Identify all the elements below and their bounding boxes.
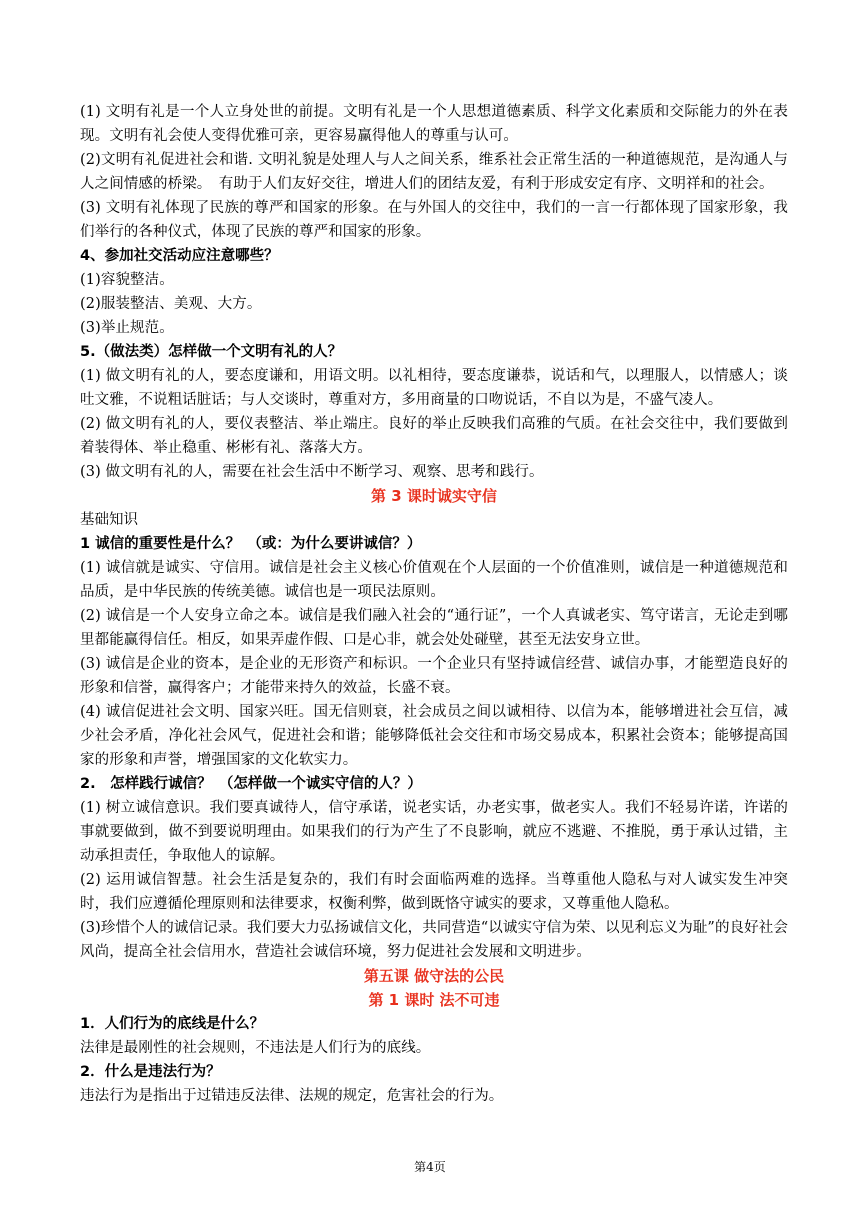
paragraph: (3)举止规范。 bbox=[80, 320, 174, 336]
paragraph: (2)服装整洁、美观、大方。 bbox=[80, 296, 262, 312]
paragraph: (3) 诚信是企业的资本，是企业的无形资产和标识。一个企业只有坚持诚信经营、诚信办事，才能塑造良好的形象和信誉，赢得客户；才能带来持久的效益，长盛不衰。 bbox=[80, 656, 788, 696]
paragraph: (1) 诚信就是诚实、守信用。诚信是社会主义核心价值观在个人层面的一个价值准则，诚信是一种道德规范和品质，是中华民族的传统美德。诚信也是一项民法原则。 bbox=[80, 560, 788, 600]
paragraph: (2) 诚信是一个人安身立命之本。诚信是我们融入社会的“通行证”，一个人真诚老实、笃守诺言，无论走到哪里都能赢得信任。相反，如果弄虚作假、口是心非，就会处处碰壁，甚至无法安身立世。 bbox=[80, 608, 788, 648]
section-title: 第 3 课时诚实守信 bbox=[371, 487, 497, 505]
paragraph: (4) 诚信促进社会文明、国家兴旺。国无信则衰，社会成员之间以诚相待、以信为本，能够增进社会互信，减少社会矛盾，净化社会风气，促进社会和谐；能够降低社会交往和市场交易成本，积累社会资本；能够提高国家的形象和声誉，增强国家的文化软实力。 bbox=[80, 704, 788, 768]
paragraph: (3) 做文明有礼的人，需要在社会生活中不断学习、观察、思考和践行。 bbox=[80, 464, 544, 480]
question-heading: 1．人们行为的底线是什么？ bbox=[80, 1016, 265, 1032]
subsection-label: 基础知识 bbox=[80, 512, 138, 528]
section-title: 第 1 课时 法不可违 bbox=[368, 991, 500, 1009]
lesson-title: 第五课 做守法的公民 bbox=[363, 967, 505, 985]
document-body bbox=[80, 100, 788, 1108]
paragraph: (2) 做文明有礼的人，要仪表整洁、举止端庄。良好的举止反映我们高雅的气质。在社会交往中，我们要做到着装得体、举止稳重、彬彬有礼、落落大方。 bbox=[80, 416, 788, 456]
page-number: 第4页 bbox=[414, 1160, 446, 1174]
paragraph: 违法行为是指出于过错违反法律、法规的规定，危害社会的行为。 bbox=[80, 1088, 504, 1104]
question-heading: 2．什么是违法行为？ bbox=[80, 1064, 221, 1080]
paragraph: (1) 做文明有礼的人，要态度谦和，用语文明。以礼相待，要态度谦恭，说话和气，以理服人，以情感人；谈吐文雅，不说粗话脏话；与人交谈时，尊重对方，多用商量的口吻说话，不自以为是，不盛气凌人。 bbox=[80, 368, 788, 408]
paragraph: (2)文明有礼促进社会和谐. 文明礼貌是处理人与人之间关系，维系社会正常生活的一种道德规范，是沟通人与人之间情感的桥梁。 有助于人们友好交往，增进人们的团结友爱，有利于形成安定有序、文明祥和的社会。 bbox=[80, 152, 788, 192]
question-heading: 5.（做法类）怎样做一个文明有礼的人？ bbox=[80, 344, 343, 360]
paragraph: 法律是最刚性的社会规则，不违法是人们行为的底线。 bbox=[80, 1040, 431, 1056]
paragraph: (1) 树立诚信意识。我们要真诚待人，信守承诺，说老实话，办老实事，做老实人。我们不轻易许诺，许诺的事就要做到，做不到要说明理由。如果我们的行为产生了不良影响，就应不逃避、不推脱，勇于承认过错，主动承担责任，争取他人的谅解。 bbox=[80, 800, 788, 864]
paragraph: (2) 运用诚信智慧。社会生活是复杂的，我们有时会面临两难的选择。当尊重他人隐私与对人诚实发生冲突时，我们应遵循伦理原则和法律要求，权衡利弊，做到既恪守诚实的要求，又尊重他人隐私。 bbox=[80, 872, 788, 912]
paragraph: (3)珍惜个人的诚信记录。我们要大力弘扬诚信文化，共同营造“以诚实守信为荣、以见利忘义为耻”的良好社会风尚，提高全社会信用水，营造社会诚信环境，努力促进社会发展和文明进步。 bbox=[80, 920, 788, 960]
question-heading: 1 诚信的重要性是什么？ （或：为什么要讲诚信？） bbox=[80, 536, 422, 552]
paragraph: (1) 文明有礼是一个人立身处世的前提。文明有礼是一个人思想道德素质、科学文化素质和交际能力的外在表现。文明有礼会使人变得优雅可亲，更容易赢得他人的尊重与认可。 bbox=[80, 104, 788, 144]
paragraph: (1)容貌整洁。 bbox=[80, 272, 174, 288]
question-heading: 4、参加社交活动应注意哪些？ bbox=[80, 248, 279, 264]
question-heading: 2. 怎样践行诚信？ （怎样做一个诚实守信的人？） bbox=[80, 776, 422, 792]
paragraph: (3) 文明有礼体现了民族的尊严和国家的形象。在与外国人的交往中，我们的一言一行都体现了国家形象，我们举行的各种仪式，体现了民族的尊严和国家的形象。 bbox=[80, 200, 788, 240]
